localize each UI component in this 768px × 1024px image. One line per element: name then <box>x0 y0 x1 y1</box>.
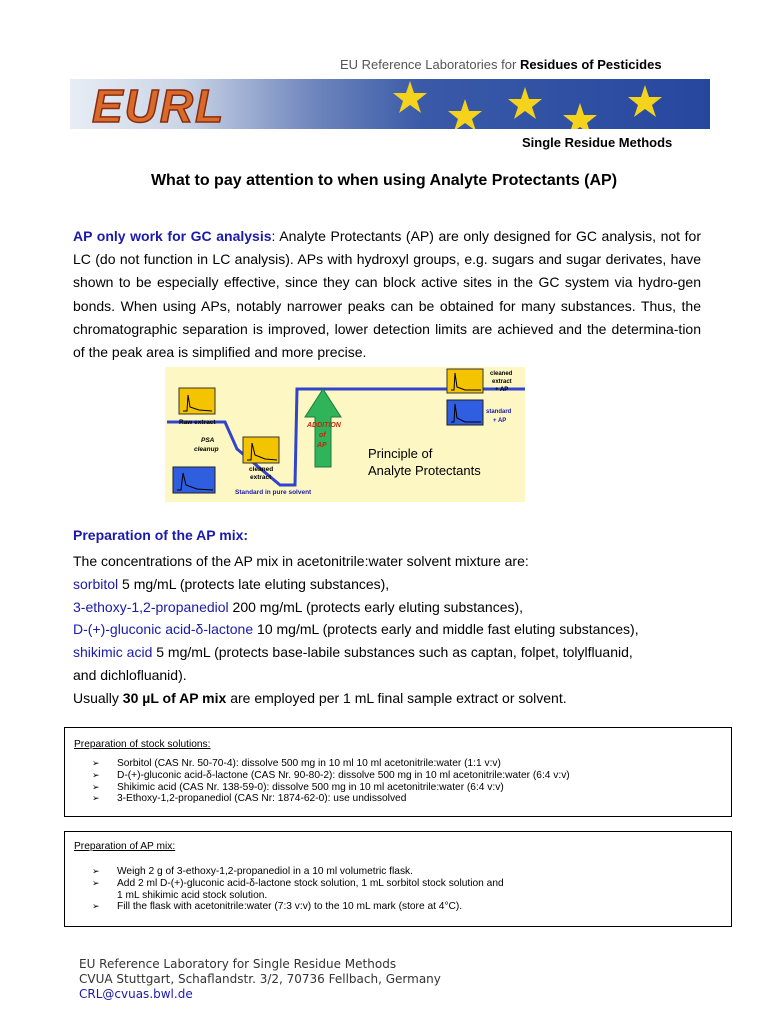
star-icon <box>563 103 597 129</box>
raw-extract-label: Raw extract <box>179 419 216 426</box>
principle-label-1: Principle of <box>368 446 433 461</box>
intro-text: : Analyte Protectants (AP) are only designed for GC analysis, not for LC (do not function in LC analysis). APs with hydroxyl groups, e.g. sugars and sugar derivates, have shown to be especially effective, since they can block active sites in the GC system via hydro-gen bonds. When using APs, notably narrower peaks can be obtained for many substances. Thus, the chromatographic separation is improved, lower detection limits are achieved and the determina-tion of the peak area is simplified and more precise. <box>73 228 701 361</box>
stock-list <box>92 758 570 805</box>
header-emphasis: Residues of Pesticides <box>519 57 662 72</box>
principle-figure <box>165 367 525 502</box>
stock-solutions-box <box>64 727 732 817</box>
addition-label-2: of <box>319 432 326 439</box>
standard-ap-peak <box>447 400 483 425</box>
prep-item: sorbitol 5 mg/mL (protects late eluting substances), <box>73 575 390 592</box>
arrow-bullet-icon: ➢ <box>92 877 100 888</box>
header-subtitle: Single Residue Methods <box>522 135 673 150</box>
arrow-bullet-icon: ➢ <box>92 866 100 876</box>
mix-list <box>92 866 504 913</box>
addition-label-1: ADDITION <box>307 422 341 429</box>
prep-usually: Usually 30 µL of AP mix are employed per 1 mL final sample extract or solvent. <box>73 689 567 706</box>
cleaned-extract-peak <box>243 437 279 463</box>
list-item: ➢ 3-Ethoxy-1,2-propanediol (CAS Nr: 1874-62-0): use undissolved <box>92 793 407 805</box>
intro-lead: AP only work for GC analysis <box>73 228 272 244</box>
page-title: What to pay attention to when using Analyte Protectants (AP) <box>150 172 618 189</box>
intro-paragraph <box>73 225 701 364</box>
list-item: ➢ D-(+)-gluconic acid-δ-lactone (CAS Nr. 90-80-2): dissolve 500 mg in 10 ml acetonitrile:water (6:4 v:v) <box>92 769 570 781</box>
prep-section <box>73 550 713 710</box>
eurl-logo <box>88 80 298 145</box>
header-line: EU Reference Laboratories for Residues of Pesticides <box>340 57 662 72</box>
footer-email-link[interactable]: CRL@cvuas.bwl.de <box>79 987 193 1001</box>
cleaned-ap-label-3: + AP <box>495 387 509 393</box>
star-icon <box>508 87 542 119</box>
prep-continuation: and dichlofluanid). <box>73 666 187 683</box>
prep-intro: The concentrations of the AP mix in acetonitrile:water solvent mixture are: <box>73 553 529 569</box>
raw-extract-peak <box>179 388 215 414</box>
cleaned-ap-label-2: extract <box>492 379 512 385</box>
arrow-bullet-icon: ➢ <box>92 781 100 792</box>
prep-item: shikimic acid 5 mg/mL (protects base-labile substances such as captan, folpet, tolylfluanid, <box>73 644 633 661</box>
star-icon <box>393 81 427 113</box>
arrow-bullet-icon: ➢ <box>92 901 100 912</box>
arrow-bullet-icon: ➢ <box>92 793 100 804</box>
stock-box-title: Preparation of stock solutions: <box>74 739 211 750</box>
list-item: ➢ Shikimic acid (CAS Nr. 138-59-0): dissolve 500 mg in 10 ml acetonitrile:water (6:4 v:v) <box>92 781 504 793</box>
list-item: ➢ Weigh 2 g of 3-ethoxy-1,2-propanediol in a 10 ml volumetric flask. <box>92 866 413 877</box>
cleaned-label-2: extract <box>250 474 272 481</box>
list-item: ➢ Add 2 ml D-(+)-gluconic acid-δ-lactone stock solution, 1 mL sorbitol stock solution and 1 mL shikimic acid stock solution. <box>92 877 504 901</box>
principle-diagram <box>165 367 525 502</box>
cleanup-label: cleanup <box>194 446 219 453</box>
prep-item: D-(+)-gluconic acid-δ-lactone 10 mg/mL (protects early and middle fast eluting substances), <box>73 621 639 638</box>
footer-line-1: EU Reference Laboratory for Single Residue Methods <box>79 957 397 971</box>
prep-heading: Preparation of the AP mix: <box>73 527 249 543</box>
arrow-bullet-icon: ➢ <box>92 769 100 780</box>
addition-label-3: AP <box>317 442 327 449</box>
svg-text:EURL: EURL <box>92 80 226 132</box>
cleaned-ap-peak <box>447 369 483 393</box>
footer-line-2: CVUA Stuttgart, Schaflandstr. 3/2, 70736 Fellbach, Germany <box>79 972 441 986</box>
ap-mix-box <box>64 831 732 927</box>
mix-box-title: Preparation of AP mix: <box>74 841 176 852</box>
cleaned-ap-label-1: cleaned <box>490 371 513 377</box>
list-item: ➢ Sorbitol (CAS Nr. 50-70-4): dissolve 500 mg in 10 ml 10 ml acetonitrile:water (1:1 v:v) <box>92 758 501 769</box>
principle-label-2: Analyte Protectants <box>368 463 481 478</box>
standard-solvent-peak <box>173 467 215 493</box>
cleaned-label-1: cleaned <box>249 466 274 473</box>
standard-solvent-label: Standard in pure solvent <box>235 489 312 496</box>
standard-ap-label-2: + AP <box>493 418 507 424</box>
prep-item: 3-ethoxy-1,2-propanediol 200 mg/mL (protects early eluting substances), <box>73 598 524 615</box>
arrow-bullet-icon: ➢ <box>92 758 100 768</box>
star-icon <box>448 99 482 129</box>
standard-ap-label-1: standard <box>486 409 512 415</box>
psa-label: PSA <box>201 437 215 444</box>
star-icon <box>628 85 662 117</box>
list-item: ➢ Fill the flask with acetonitrile:water (7:3 v:v) to the 10 mL mark (store at 4°C). <box>92 901 463 913</box>
footer <box>79 957 441 1002</box>
